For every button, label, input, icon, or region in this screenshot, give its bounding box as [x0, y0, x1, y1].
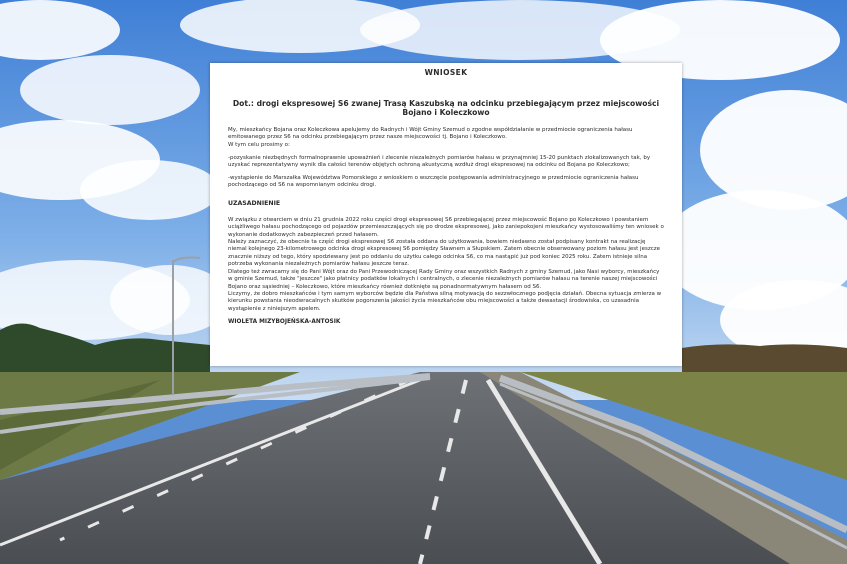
- document-subject: Dot.: drogi ekspresowej S6 zwanej Trasą Kaszubską na odcinku przebiegającym przez miejscowości Bojano i Koleczkowo: [232, 99, 660, 117]
- intro-paragraph: My, mieszkańcy Bojana oraz Koleczkowa apelujemy do Radnych i Wójt Gminy Szemud o zgodne współdziałanie w przedmiocie ograniczenia hałasu emitowanego przez S6 na odcinku przebiegającym przez nasze miejscowości tj. Bojano i Koleczkowo.: [228, 127, 633, 141]
- request-item: -pozyskanie niezbędnych formalnoprawnie upoważnień i zlecenie niezależnych pomiarów hałasu w przynajmniej 15-20 punktach zlokalizowanych tak, by uzyskać reprezentatywny wynik dla całości terenów objętych ochroną akustyczną wzdłuż drogi ekspresowej na odcinku od Bojana po Koleczkowo;: [228, 154, 651, 169]
- justification-paragraph: Należy zaznaczyć, że obecnie ta część drogi ekspresowej S6 została oddana do użytkowania, bowiem niedawno został podpisany kontrakt na realizację niemal kolejnego 23-kilometrowego odcinka drogi ekspresowej S6 pomiędzy Sławnem a Słupskiem. Zatem obecnie obserwowany poziom hałasu jest jeszcze znacznie niższy od tego, który spodziewany jest po oddaniu do użytku całego odcinka S6, co ma nastąpić już pod koniec 2025 roku. Zatem istnieje silna potrzeba wykonania niezależnych pomiarów hałasu jeszcze teraz.: [228, 239, 661, 268]
- justification-paragraph: W związku z otwarciem w dniu 21 grudnia 2022 roku części drogi ekspresowej S6 przebiegającej przez miejscowość Bojano po Koleczkowo i powstaniem uciążliwego hałasu pochodzącego od pojazdów przemieszczających się po drodze ekspresowej, jako zaniepokojeni mieszkańcy wystosowaliśmy ten wniosek o wykonanie dodatkowych zabezpieczeń przed hałasem.: [228, 216, 664, 238]
- justification-paragraph: Dlatego też zwracamy się do Pani Wójt oraz do Pani Przewodniczącej Rady Gminy oraz wszystkich Radnych z gminy Szemud, jako Nasi wyborcy, mieszkańcy w gminie Szemud, także "jeszcze" jako płatnicy podatków lokalnych i centralnych, o zlecenie niezależnych pomiarów hałasu na terenie naszej miejscowości Bojano oraz sąsiedniej – Koleczkowo, które mieszkańcy również dotknięte są ponadnormatywnym hałasem od S6.: [228, 268, 660, 290]
- request-lead: W tym celu prosimy o:: [228, 141, 290, 148]
- request-item: -wystąpienie do Marszałka Województwa Pomorskiego z wnioskiem o wszczęcie postępowania administracyjnego w przedmiocie ograniczenia hałasu pochodzącego od S6 na wspomnianym odcinku drogi.: [228, 175, 639, 189]
- signature: WIOLETA MIZYBOJEŃSKA-ANTOSIK: [228, 319, 341, 326]
- justification-paragraph: Liczymy, że dobro mieszkańców i tym samym wyborców będzie dla Państwa silną motywacją do sezzwłocznego podjęcia działań. Obecna sytuacja zmierza w kierunku powstania nieodwracalnych skutków pogorszenia jakości życia mieszkańców obu miejscowości a także dewastacji środowiska, co uzasadnia wystąpienie z niniejszym apelem.: [228, 290, 662, 312]
- petition-document: [210, 63, 682, 366]
- document-title: WNIOSEK: [424, 68, 468, 77]
- section-heading: UZASADNIENIE: [228, 199, 281, 207]
